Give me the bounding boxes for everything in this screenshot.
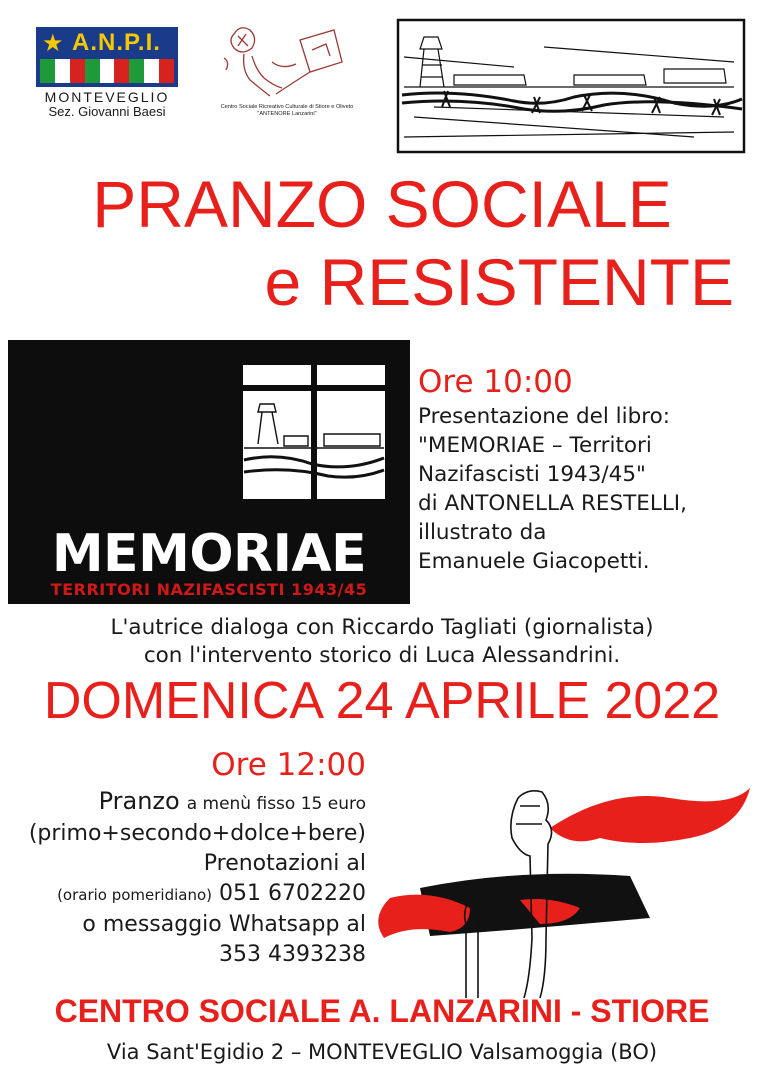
presentation-time: Ore 10:00 — [418, 364, 573, 400]
book-cover-title: MEMORIAE — [51, 524, 367, 584]
centro-logo-caption — [212, 104, 362, 118]
anpi-name: A.N.P.I. — [72, 29, 161, 56]
raised-hands-illustration — [370, 768, 764, 998]
book-cover-image — [8, 340, 410, 604]
lunch-time: Ore 12:00 — [211, 747, 366, 783]
anpi-logo — [36, 27, 178, 119]
presentation-line: Nazifascisti 1943/45" — [418, 462, 646, 487]
lunch-menu-line — [0, 786, 366, 819]
anpi-section: Sez. Giovanni Baesi — [48, 104, 166, 119]
lunch-menu: a menù fisso 15 euro — [186, 794, 366, 814]
camp-sketch-illustration — [394, 17, 750, 157]
event-date: DOMENICA 24 APRILE 2022 — [43, 672, 721, 730]
venue-name: CENTRO SOCIALE A. LANZARINI - STIORE — [54, 993, 710, 1029]
dialog-line1: L'autrice dialoga con Riccardo Tagliati (giornalista) — [110, 615, 654, 640]
book-cover-subtitle: TERRITORI NAZIFASCISTI 1943/45 — [50, 580, 368, 599]
lunch-booking: Prenotazioni al — [203, 851, 366, 876]
anpi-town: MONTEVEGLIO — [44, 89, 170, 105]
centro-logo-caption-line2: "ANTENORE Lanzarini" — [257, 111, 317, 117]
presentation-line: di ANTONELLA RESTELLI, — [418, 491, 687, 516]
kite-logo-icon — [212, 22, 362, 104]
italian-flag-icon — [40, 59, 174, 83]
star-icon: ★ — [42, 29, 64, 57]
presentation-line: Presentazione del libro: — [418, 404, 670, 429]
lunch-hours-note: (orario pomeridiano) — [57, 886, 213, 904]
lunch-whatsapp: o messaggio Whatsapp al — [82, 912, 366, 937]
lunch-block — [0, 744, 366, 970]
lunch-phone-line — [0, 879, 366, 910]
venue-address: Via Sant'Egidio 2 – MONTEVEGLIO Valsamoggia (BO) — [106, 1040, 658, 1064]
centro-sociale-logo — [212, 22, 362, 122]
lunch-label: Pranzo — [98, 787, 180, 815]
centro-logo-caption-line1: Centro Sociale Ricreativo Culturale di Stiore e Oliveto — [220, 104, 354, 110]
lunch-phone: 051 6702220 — [219, 881, 366, 906]
presentation-block — [418, 362, 758, 576]
presentation-line: illustrato da — [418, 520, 547, 545]
lunch-details: (primo+secondo+dolce+bere) — [28, 821, 366, 846]
lunch-whatsapp-number: 353 4393238 — [219, 942, 366, 967]
presentation-line: Emanuele Giacopetti. — [418, 549, 650, 574]
dialog-text — [0, 614, 764, 670]
dialog-line2: con l'intervento storico di Luca Alessandrini. — [143, 643, 621, 668]
presentation-line: "MEMORIAE – Territori — [418, 433, 652, 458]
headline-line1: PRANZO SOCIALE — [92, 167, 672, 241]
window-sketch-icon — [8, 340, 410, 530]
anpi-badge — [36, 27, 178, 87]
headline-line2: e RESISTENTE — [264, 245, 734, 319]
